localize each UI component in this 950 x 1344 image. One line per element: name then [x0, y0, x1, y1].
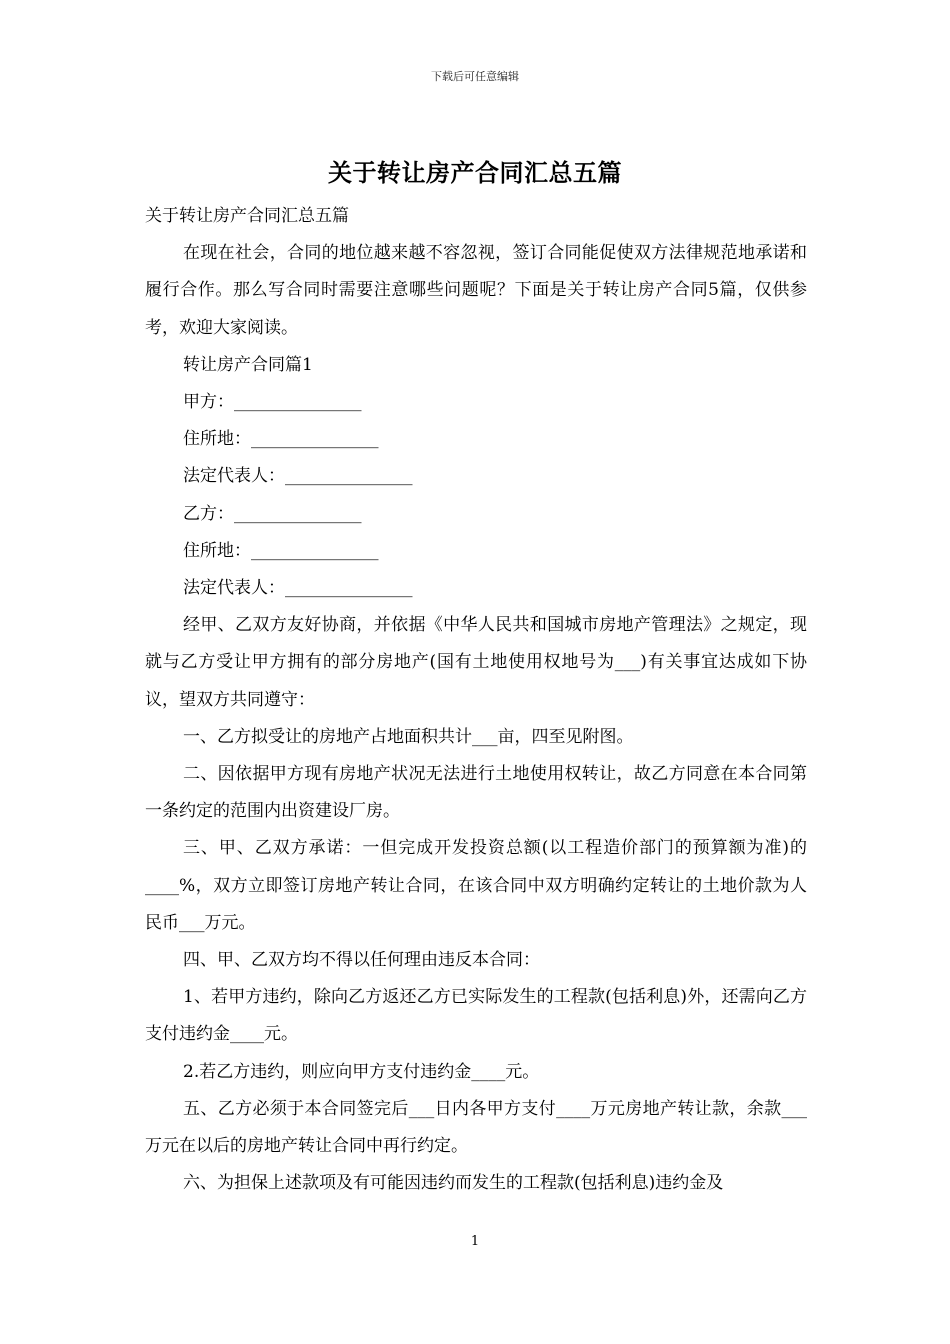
- party-a-address-field: 住所地：_______________: [183, 429, 379, 450]
- clause-4: 四、甲、乙双方均不得以任何理由违反本合同：: [183, 950, 540, 971]
- clause-3: 三、甲、乙双方承诺：一但完成开发投资总额(以工程造价部门的预算额为准)的____%，双方立即签订房地产转让合同，在该合同中双方明确约定转让的土地价款为人民币___万元。: [145, 838, 807, 933]
- party-a-field: 甲方：_______________: [183, 392, 362, 413]
- party-b-representative-field: 法定代表人：_______________: [183, 578, 413, 599]
- party-b-field: 乙方：_______________: [183, 503, 362, 524]
- clause-1: 一、乙方拟受让的房地产占地面积共计___亩，四至见附图。: [183, 726, 634, 747]
- header-note: 下载后可任意编辑: [431, 70, 519, 83]
- page-number: 1: [470, 1234, 480, 1249]
- preamble-paragraph: 经甲、乙双方友好协商，并依据《中华人民共和国城市房地产管理法》之规定，现就与乙方受让甲方拥有的部分房地产(国有土地使用权地号为___)有关事宜达成如下协议，望双方共同遵守：: [145, 615, 807, 710]
- intro-paragraph: 在现在社会，合同的地位越来越不容忽视，签订合同能促使双方法律规范地承诺和履行合作。那么写合同时需要注意哪些问题呢？下面是关于转让房产合同5篇，仅供参考，欢迎大家阅读。: [145, 243, 807, 338]
- party-a-representative-field: 法定代表人：_______________: [183, 466, 413, 487]
- clause-4-item-1: 1、若甲方违约，除向乙方返还乙方已实际发生的工程款(包括利息)外，还需向乙方支付违约金____元。: [145, 987, 807, 1045]
- document-body: [145, 198, 807, 1202]
- clause-5: 五、乙方必须于本合同签完后___日内各甲方支付____万元房地产转让款，余款___万元在以后的房地产转让合同中再行约定。: [145, 1098, 807, 1157]
- clause-2: 二、因依据甲方现有房地产状况无法进行土地使用权转让，故乙方同意在本合同第一条约定的范围内出资建设厂房。: [145, 764, 807, 822]
- party-b-address-field: 住所地：_______________: [183, 540, 379, 561]
- clause-4-item-2: 2.若乙方违约，则应向甲方支付违约金____元。: [183, 1061, 540, 1082]
- subtitle-paragraph: 关于转让房产合同汇总五篇: [145, 206, 349, 226]
- clause-6: 六、为担保上述款项及有可能因违约而发生的工程款(包括利息)违约金及: [183, 1173, 724, 1194]
- document-title: 关于转让房产合同汇总五篇: [328, 158, 622, 187]
- contract-heading: 转让房产合同篇1: [183, 354, 313, 375]
